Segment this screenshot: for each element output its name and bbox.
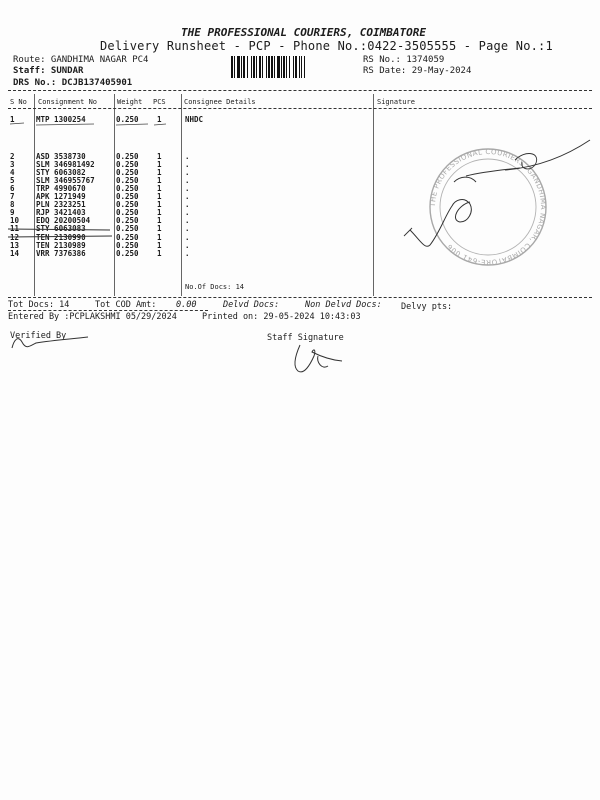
cell-consignee-details: .: [185, 176, 190, 186]
cell-sno: 3: [10, 160, 15, 170]
cell-sno: 10: [10, 216, 20, 226]
delivered-docs: Delvd Docs:: [223, 300, 280, 310]
cell-weight: 0.250: [116, 216, 139, 226]
staff-label: Staff: SUNDAR: [13, 66, 84, 76]
cell-consignment-no: TEN 2130989: [36, 240, 86, 250]
cell-sno: 12: [10, 232, 20, 242]
barcode-bar: [305, 56, 308, 78]
cell-weight: 0.250: [116, 168, 139, 178]
cell-consignee-details: .: [185, 216, 190, 226]
printed-on: Printed on: 29-05-2024 10:43:03: [202, 312, 361, 322]
col-header-consignment: Consignment No: [38, 98, 98, 106]
cell-consignee-details: .: [185, 208, 190, 218]
cell-weight: 0.250: [116, 176, 139, 186]
cell-pcs: 1: [157, 208, 162, 218]
cell-weight: 0.250: [116, 200, 139, 210]
cell-weight: 0.250: [116, 248, 139, 258]
staff-signature-label: Staff Signature: [267, 333, 344, 343]
cell-consignment-no: RJP 3421403: [36, 208, 86, 218]
company-title: THE PROFESSIONAL COURIERS, COIMBATORE: [181, 26, 427, 39]
signature-tail: [505, 140, 590, 170]
runsheet-subtitle: Delivery Runsheet - PCP - Phone No.:0422-3505555 - Page No.:1: [100, 39, 553, 53]
cell-consignee-details: .: [185, 240, 190, 250]
cell-consignee-details: .: [185, 224, 190, 234]
cell-pcs: 1: [157, 224, 162, 234]
cell-consignment-no: PLN 2323251: [36, 200, 86, 210]
cell-consignee-details: .: [185, 200, 190, 210]
cell-consignment-no: EDQ 20200504: [36, 216, 91, 226]
non-delivered-docs: Non Delvd Docs:: [305, 300, 382, 310]
cell-pcs: 1: [157, 176, 162, 186]
cell-pcs: 1: [157, 160, 162, 170]
cell-consignment-no: SLM 346955767: [36, 176, 95, 186]
footer-rule: [8, 310, 208, 311]
table-bottom-rule: [8, 297, 592, 298]
col-header-weight: Weight: [117, 98, 143, 106]
col-header-pcs: PCS: [153, 98, 166, 106]
route-label: Route: GANDHIMA NAGAR PC4: [13, 55, 149, 65]
cell-pcs: 1: [157, 168, 162, 178]
total-cod-label: Tot COD Amt:: [95, 300, 157, 310]
cell-consignee-details: .: [185, 232, 190, 242]
cell-weight: 0.250: [116, 208, 139, 218]
cell-consignment-no: APK 1271949: [36, 192, 86, 202]
rs-number: RS No.: 1374059: [363, 55, 445, 65]
col-divider: [181, 94, 182, 296]
cell-pcs: 1: [157, 216, 162, 226]
col-divider: [114, 94, 115, 296]
cell-sno: 7: [10, 192, 15, 202]
cell-pcs: 1: [157, 152, 162, 161]
cell-sno: 2: [10, 152, 15, 161]
cell-weight: 0.250: [116, 115, 139, 124]
entered-by: Entered By :PCPLAKSHMI 05/29/2024: [8, 312, 177, 322]
col-divider: [373, 94, 374, 296]
cell-sno: 1: [10, 115, 15, 124]
total-docs: Tot Docs: 14: [8, 300, 70, 310]
cell-consignee-details: .: [185, 184, 190, 194]
cell-pcs: 1: [157, 200, 162, 210]
cell-pcs: 1: [157, 248, 162, 258]
cell-weight: 0.250: [116, 184, 139, 194]
cell-consignee-details: .: [185, 248, 190, 258]
cell-sno: 4: [10, 168, 15, 178]
staff-signature: [295, 345, 342, 372]
cell-pcs: 1: [157, 115, 162, 124]
cell-consignment-no: ASD 3538730: [36, 152, 86, 161]
rs-date: RS Date: 29-May-2024: [363, 66, 472, 76]
cell-sno: 14: [10, 248, 20, 258]
col-header-consignee: Consignee Details: [184, 98, 256, 106]
cell-consignment-no: TRP 4990670: [36, 184, 86, 194]
cell-consignee-details: .: [185, 160, 190, 170]
svg-text:THE PROFESSIONAL COURIERS, GAN: THE PROFESSIONAL COURIERS, GANDHIMA NAGAR, COIMBATORE-641 006: [428, 147, 548, 267]
cell-consignee-details: NHDC: [185, 115, 204, 124]
signature-hook: [404, 228, 412, 236]
cell-sno: 5: [10, 176, 15, 186]
cell-consignment-no: STY 6063083: [36, 224, 86, 234]
col-divider: [34, 94, 35, 296]
cell-pcs: 1: [157, 192, 162, 202]
cell-sno: 11: [10, 224, 20, 234]
cell-sno: 6: [10, 184, 15, 194]
cell-sno: 8: [10, 200, 15, 210]
cell-sno: 13: [10, 240, 20, 250]
cell-weight: 0.250: [116, 240, 139, 250]
signature-loop: [515, 154, 537, 169]
verified-by: Verified By: [10, 331, 67, 341]
table-header-rule: [8, 108, 592, 109]
cell-weight: 0.250: [116, 224, 139, 234]
delivery-stamp: [429, 148, 547, 266]
cell-consignee-details: .: [185, 152, 190, 161]
cell-consignment-no: SLM 346981492: [36, 160, 95, 170]
delivery-points: Delvy pts:: [401, 302, 453, 312]
cell-weight: 0.250: [116, 160, 139, 170]
cell-pcs: 1: [157, 184, 162, 194]
drs-number: DRS No.: DCJB137405901: [13, 78, 133, 88]
total-cod-value: 0.00: [176, 300, 197, 310]
col-header-signature: Signature: [377, 98, 415, 106]
cell-pcs: 1: [157, 232, 162, 242]
cell-pcs: 1: [157, 240, 162, 250]
cell-consignment-no: VRR 7376386: [36, 248, 86, 258]
barcode: [231, 56, 358, 78]
cell-consignee-details: .: [185, 168, 190, 178]
cell-sno: 9: [10, 208, 15, 218]
consignee-signature: [410, 168, 520, 246]
cell-weight: 0.250: [116, 152, 139, 161]
cell-consignment-no: STY 6063082: [36, 168, 86, 178]
col-header-sno: S No: [10, 98, 27, 106]
cell-consignment-no: MTP 1300254: [36, 115, 86, 124]
header-rule: [8, 90, 592, 91]
cell-consignee-details: .: [185, 192, 190, 202]
no-of-docs: No.Of Docs: 14: [185, 283, 245, 291]
cell-weight: 0.250: [116, 192, 139, 202]
cell-weight: 0.250: [116, 232, 139, 242]
cell-consignment-no: TEN 2130990: [36, 232, 86, 242]
